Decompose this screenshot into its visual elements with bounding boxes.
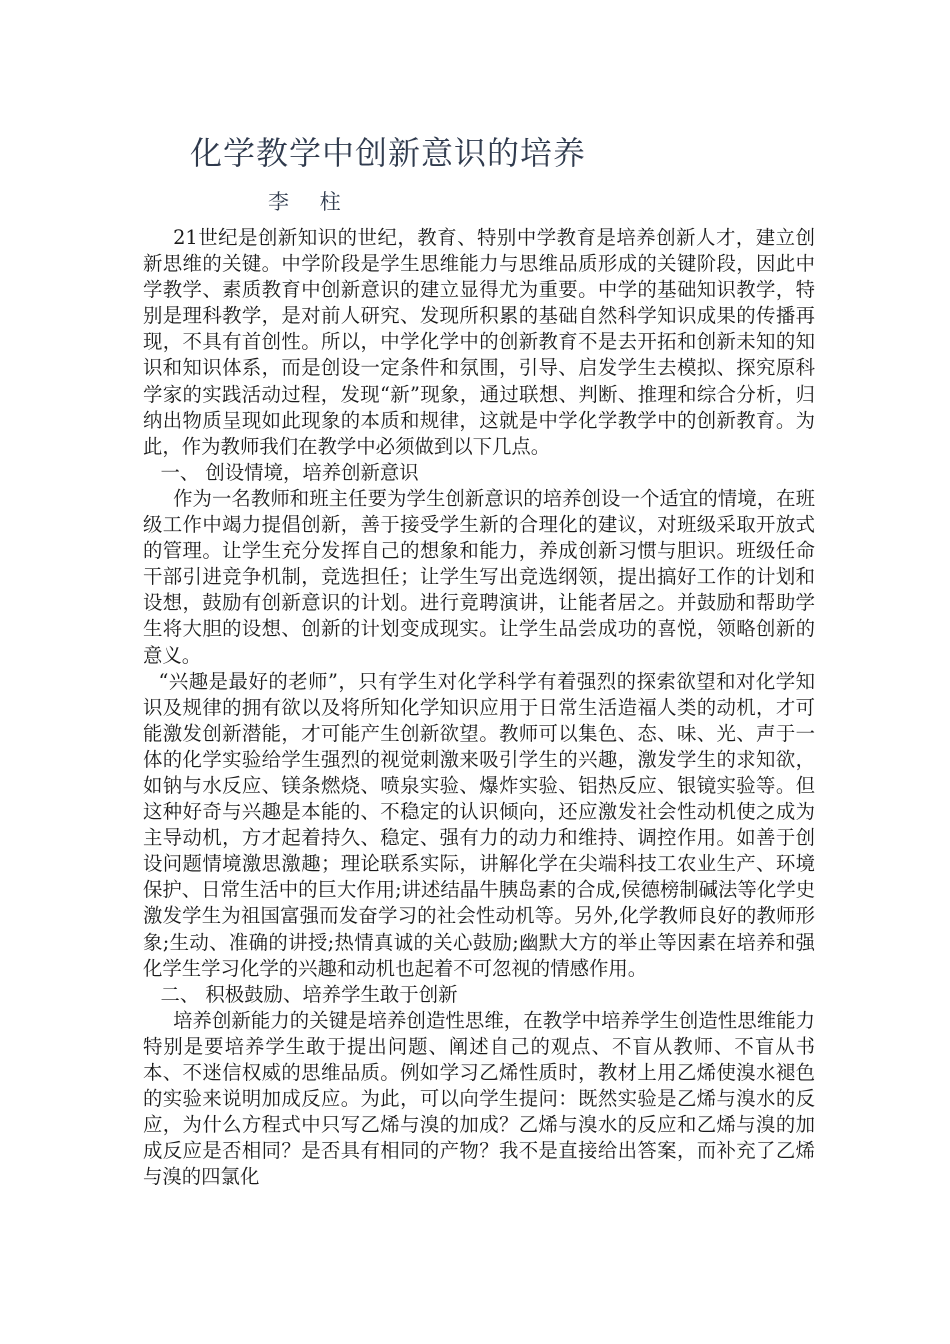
document-author: 李 柱 (268, 190, 353, 214)
paragraph-intro: 21世纪是创新知识的世纪，教育、特别中学教育是培养创新人才，建立创新思维的关键。中学阶段是学生思维能力与思维品质形成的关键阶段，因此中学教学、素质教育中创新意识的建立显得尤为重要。中学的基础知识教学，特别是理科教学，是对前人研究、发现所积累的基础自然科学知识成果的传播再现，不具有首创性。所以，中学化学中的创新教育不是去开拓和创新未知的知识和知识体系，而是创设一定条件和氛围，引导、启发学生去模拟、探究原科学家的实践活动过程，发现“新”现象，通过联想、判断、推理和综合分析，归纳出物质呈现如此现象的本质和规律，这就是中学化学教学中的创新教育。为此，作为教师我们在教学中必须做到以下几点。 (143, 226, 815, 458)
paragraph-class-management: 作为一名教师和班主任要为学生创新意识的培养创设一个适宜的情境，在班级工作中竭力提倡创新，善于接受学生新的合理化的建议，对班级采取开放式的管理。让学生充分发挥自己的想象和能力，养成创新习惯与胆识。班级任命干部引进竞争机制，竞选担任；让学生写出竞选纲领，提出搞好工作的计划和设想，鼓励有创新意识的计划。进行竟聘演讲，让能者居之。并鼓励和帮助学生将大胆的设想、创新的计划变成现实。让学生品尝成功的喜悦，领略创新的意义。 (143, 486, 815, 667)
paragraph-interest: “兴趣是最好的老师”，只有学生对化学科学有着强烈的探索欲望和对化学知识及规律的拥有欲以及将所知化学知识应用于日常生活造福人类的动机，才可能激发创新潜能，才可能产生创新欲望。教师可以集色、态、味、光、声于一体的化学实验给学生强烈的视觉刺激来吸引学生的兴趣，激发学生的求知欲，如钠与水反应、镁条燃烧、喷泉实验、爆炸实验、铝热反应、银镜实验等。但这种好奇与兴趣是本能的、不稳定的认识倾向，还应激发社会性动机使之成为主导动机，方才起着持久、稳定、强有力的动力和维持、调控作用。如善于创设问题情境激思激趣；理论联系实际，讲解化学在尖端科技工农业生产、环境保护、日常生活中的巨大作用;讲述结晶牛胰岛素的合成,侯德榜制碱法等化学史激发学生为祖国富强而发奋学习的社会性动机等。另外,化学教师良好的教师形象;生动、准确的讲授;热情真诚的关心鼓励;幽默大方的举止等因素在培养和强化学生学习化学的兴趣和动机也起着不可忽视的情感作用。 (143, 669, 815, 980)
document-body (143, 225, 815, 1190)
document-title: 化学教学中创新意识的培养 (190, 134, 587, 172)
paragraph-creative-thinking: 培养创新能力的关键是培养创造性思维，在教学中培养学生创造性思维能力特别是要培养学生敢于提出问题、阐述自己的观点、不盲从教师、不盲从书本、不迷信权威的思维品质。例如学习乙烯性质时，教材上用乙烯使溴水褪色的实验来说明加成反应。为此，可以向学生提问：既然实验是乙烯与溴水的反应，为什么方程式中只写乙烯与溴的加成？乙烯与溴水的反应和乙烯与溴的加成反应是否相同？是否具有相同的产物？我不是直接给出答案，而补充了乙烯与溴的四氯化 (143, 1008, 815, 1189)
section-heading-1: 一、 创设情境，培养创新意识 (160, 460, 419, 484)
section-heading-2: 二、 积极鼓励、培养学生敢于创新 (160, 982, 458, 1006)
